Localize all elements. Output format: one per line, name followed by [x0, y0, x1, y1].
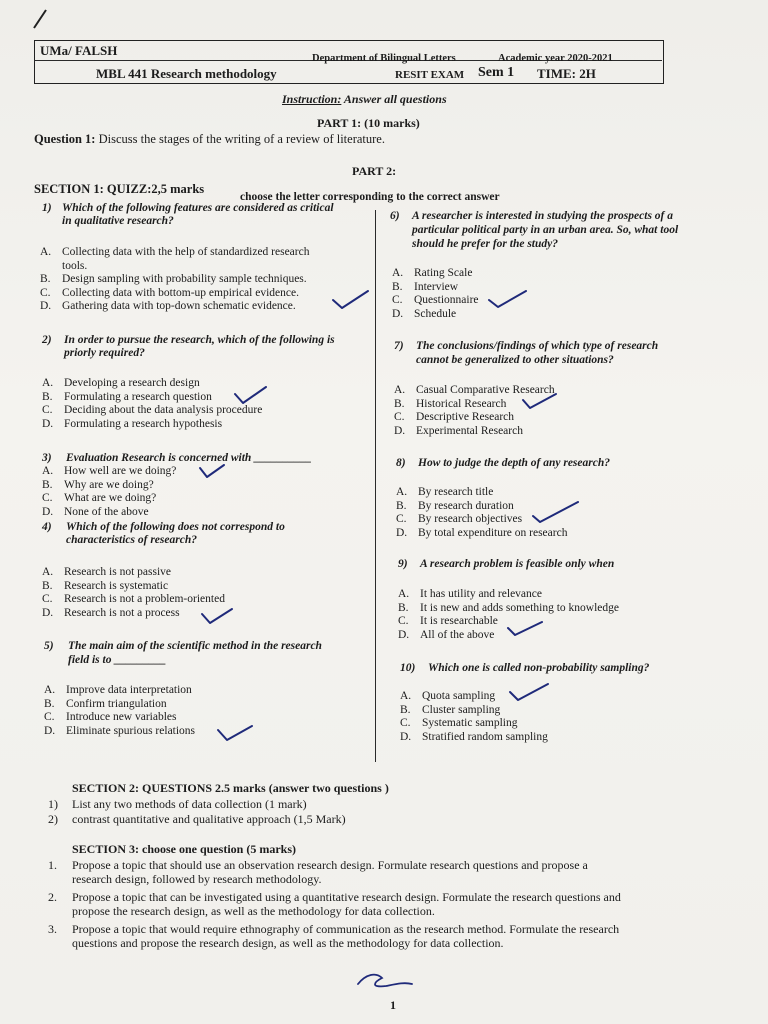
q1-text-line2: in qualitative research?: [62, 215, 174, 227]
q6-option-a[interactable]: A. Rating Scale: [392, 267, 473, 279]
q8-option-c[interactable]: C. By research objectives: [396, 513, 523, 525]
exam-type: RESIT EXAM: [395, 69, 465, 81]
q1-number: 1): [42, 202, 52, 214]
checkmark-icon: [232, 384, 274, 410]
q4-option-d[interactable]: D. Research is not a process: [42, 606, 180, 619]
q2-option-c[interactable]: C. Deciding about the data analysis procedure: [42, 404, 263, 416]
course-title: MBL 441 Research methodology: [96, 66, 277, 81]
instruction-text: Answer all questions: [341, 92, 447, 106]
checkmark-icon: [330, 288, 372, 314]
q7-option-b[interactable]: B. Historical Research: [394, 397, 507, 410]
section3-item-1: 1. Propose a topic that should use an observation research design. Formulate research questions and propose a research design, followed by research methodology.: [48, 858, 588, 886]
part1-title: PART 1: (10 marks): [317, 116, 420, 130]
checkmark-icon: [200, 606, 236, 630]
q8-option-d[interactable]: D. By total expenditure on research: [396, 526, 568, 539]
section2-item-2: 2) contrast quantitative and qualitative approach (1,5 Mark): [48, 812, 346, 826]
q6-option-c[interactable]: C. Questionnaire: [392, 294, 479, 306]
q1-option-b[interactable]: B. Design sampling with probability sample techniques.: [40, 273, 307, 285]
q7-option-a[interactable]: A. Casual Comparative Research: [394, 384, 555, 396]
instruction: [282, 92, 447, 107]
q4-option-a[interactable]: A. Research is not passive: [42, 566, 171, 578]
semester: Sem 1: [478, 65, 515, 80]
q7-number: 7): [394, 340, 404, 352]
q9-option-b[interactable]: B. It is new and adds something to knowledge: [398, 601, 619, 614]
q5-number: 5): [44, 640, 54, 652]
section2-item-1: 1) List any two methods of data collection (1 mark): [48, 797, 307, 811]
q4-options: [42, 566, 225, 620]
checkmark-icon: [508, 680, 552, 706]
q2-option-b[interactable]: B. Formulating a research question: [42, 390, 212, 403]
q5-option-d[interactable]: D. Eliminate spurious relations: [44, 724, 196, 737]
q10-number: 10): [400, 662, 416, 674]
exam-time: TIME: 2H: [537, 66, 596, 81]
question-1-label: Question 1:: [34, 132, 96, 146]
q5-text-line1: The main aim of the scientific method in the research: [68, 640, 322, 652]
q1-option-d[interactable]: D. Gathering data with top-down schematic evidence.: [40, 300, 296, 312]
q1-option-c[interactable]: C. Collecting data with bottom-up empirical evidence.: [40, 286, 299, 299]
part2-title: PART 2:: [352, 164, 397, 178]
q5-option-a[interactable]: A. Improve data interpretation: [44, 684, 192, 696]
q9-option-a[interactable]: A. It has utility and relevance: [398, 588, 542, 600]
q6-text-line2: particular political party in an urban area. So, what tool: [412, 224, 679, 236]
q6-options: [392, 267, 479, 321]
q3-option-c[interactable]: C. What are we doing?: [42, 492, 157, 504]
q2-options: [42, 377, 262, 431]
instruction-label: Instruction:: [282, 92, 342, 106]
q3-options: [42, 465, 176, 519]
q6-text-line1: A researcher is interested in studying the prospects of a: [412, 210, 673, 222]
q1-option-a[interactable]: A. Collecting data with the help of standardized research: [40, 246, 310, 258]
q9-option-c[interactable]: C. It is researchable: [398, 615, 498, 627]
q4-text-line2: characteristics of research?: [66, 534, 197, 546]
q3-option-a[interactable]: A. How well are we doing?: [42, 465, 177, 477]
page-number: 1: [390, 998, 396, 1012]
section3-title: SECTION 3: choose one question (5 marks): [72, 842, 297, 856]
institution: UMa/ FALSH: [40, 43, 118, 58]
q3-option-d[interactable]: D. None of the above: [42, 505, 149, 518]
q2-option-a[interactable]: A. Developing a research design: [42, 377, 200, 389]
q4-number: 4): [42, 521, 52, 533]
checkmark-icon: [520, 390, 560, 414]
q7-option-c[interactable]: C. Descriptive Research: [394, 411, 515, 423]
q1-option-a-cont: tools.: [62, 259, 88, 272]
q1-options: [40, 246, 309, 314]
q9-number: 9): [398, 558, 408, 570]
q5-option-b[interactable]: B. Confirm triangulation: [44, 697, 167, 710]
pen-stroke-mark: [30, 4, 70, 34]
q2-option-d[interactable]: D. Formulating a research hypothesis: [42, 417, 223, 430]
checkmark-icon: [530, 498, 582, 526]
q3-text: Evaluation Research is concerned with __________: [66, 452, 312, 464]
q2-text-line1: In order to pursue the research, which of the following is: [64, 334, 335, 346]
q5-option-c[interactable]: C. Introduce new variables: [44, 711, 177, 723]
section1-title: SECTION 1: QUIZZ:2,5 marks: [34, 182, 205, 196]
q4-option-c[interactable]: C. Research is not a problem-oriented: [42, 593, 225, 605]
q7-option-d[interactable]: D. Experimental Research: [394, 424, 523, 437]
q10-option-b[interactable]: B. Cluster sampling: [400, 703, 501, 716]
q10-option-d[interactable]: D. Stratified random sampling: [400, 730, 548, 743]
q2-number: 2): [42, 334, 52, 346]
checkmark-icon: [486, 288, 530, 312]
q3-number: 3): [42, 452, 52, 464]
q6-option-d[interactable]: D. Schedule: [392, 307, 457, 320]
q6-option-b[interactable]: B. Interview: [392, 280, 459, 293]
q8-option-a[interactable]: A. By research title: [396, 486, 494, 498]
q6-text-line3: should he prefer for the study?: [412, 238, 558, 250]
q8-text: How to judge the depth of any research?: [418, 457, 610, 469]
q7-text-line2: cannot be generalized to other situations?: [416, 354, 614, 366]
question-1-text: Discuss the stages of the writing of a review of literature.: [95, 132, 385, 146]
checkmark-icon: [216, 722, 256, 746]
section3-item-2: 2. Propose a topic that can be investigated using a quantitative research design. Formulate the research questions and propose the research design, as well as the methodology for data collection.: [48, 890, 621, 918]
section2-title: SECTION 2: QUESTIONS 2.5 marks (answer two questions ): [72, 781, 389, 795]
checkmark-icon: [506, 618, 546, 640]
q10-text: Which one is called non-probability sampling?: [428, 662, 650, 674]
section1-subtitle: choose the letter corresponding to the correct answer: [240, 191, 500, 203]
q3-option-b[interactable]: B. Why are we doing?: [42, 478, 154, 491]
q1-text-line1: Which of the following features are considered as critical: [62, 202, 334, 214]
q10-option-a[interactable]: A. Quota sampling: [400, 690, 496, 702]
q2-text-line2: priorly required?: [64, 347, 145, 359]
department: Department of Bilingual Letters: [312, 53, 456, 64]
question-1: [34, 132, 385, 147]
handwritten-signature: [352, 966, 416, 994]
q8-option-b[interactable]: B. By research duration: [396, 499, 514, 512]
q7-text-line1: The conclusions/findings of which type of research: [416, 340, 659, 352]
q9-option-d[interactable]: D. All of the above: [398, 628, 495, 641]
academic-year: Academic year 2020-2021: [498, 53, 613, 64]
q5-text-line2: field is to _________: [68, 654, 167, 666]
q9-text: A research problem is feasible only when: [420, 558, 615, 570]
q6-number: 6): [390, 210, 400, 222]
q4-text-line1: Which of the following does not correspond to: [66, 521, 285, 533]
checkmark-icon: [198, 462, 228, 482]
q8-number: 8): [396, 457, 406, 469]
section3-item-3: 3. Propose a topic that would require ethnography of communication as the research method. Formulate the research questions and propose the research design, as well as the methodology for data collection.: [48, 922, 620, 950]
q5-options: [44, 684, 195, 738]
q10-option-c[interactable]: C. Systematic sampling: [400, 717, 518, 729]
q4-option-b[interactable]: B. Research is systematic: [42, 579, 169, 592]
column-divider: [375, 210, 376, 762]
